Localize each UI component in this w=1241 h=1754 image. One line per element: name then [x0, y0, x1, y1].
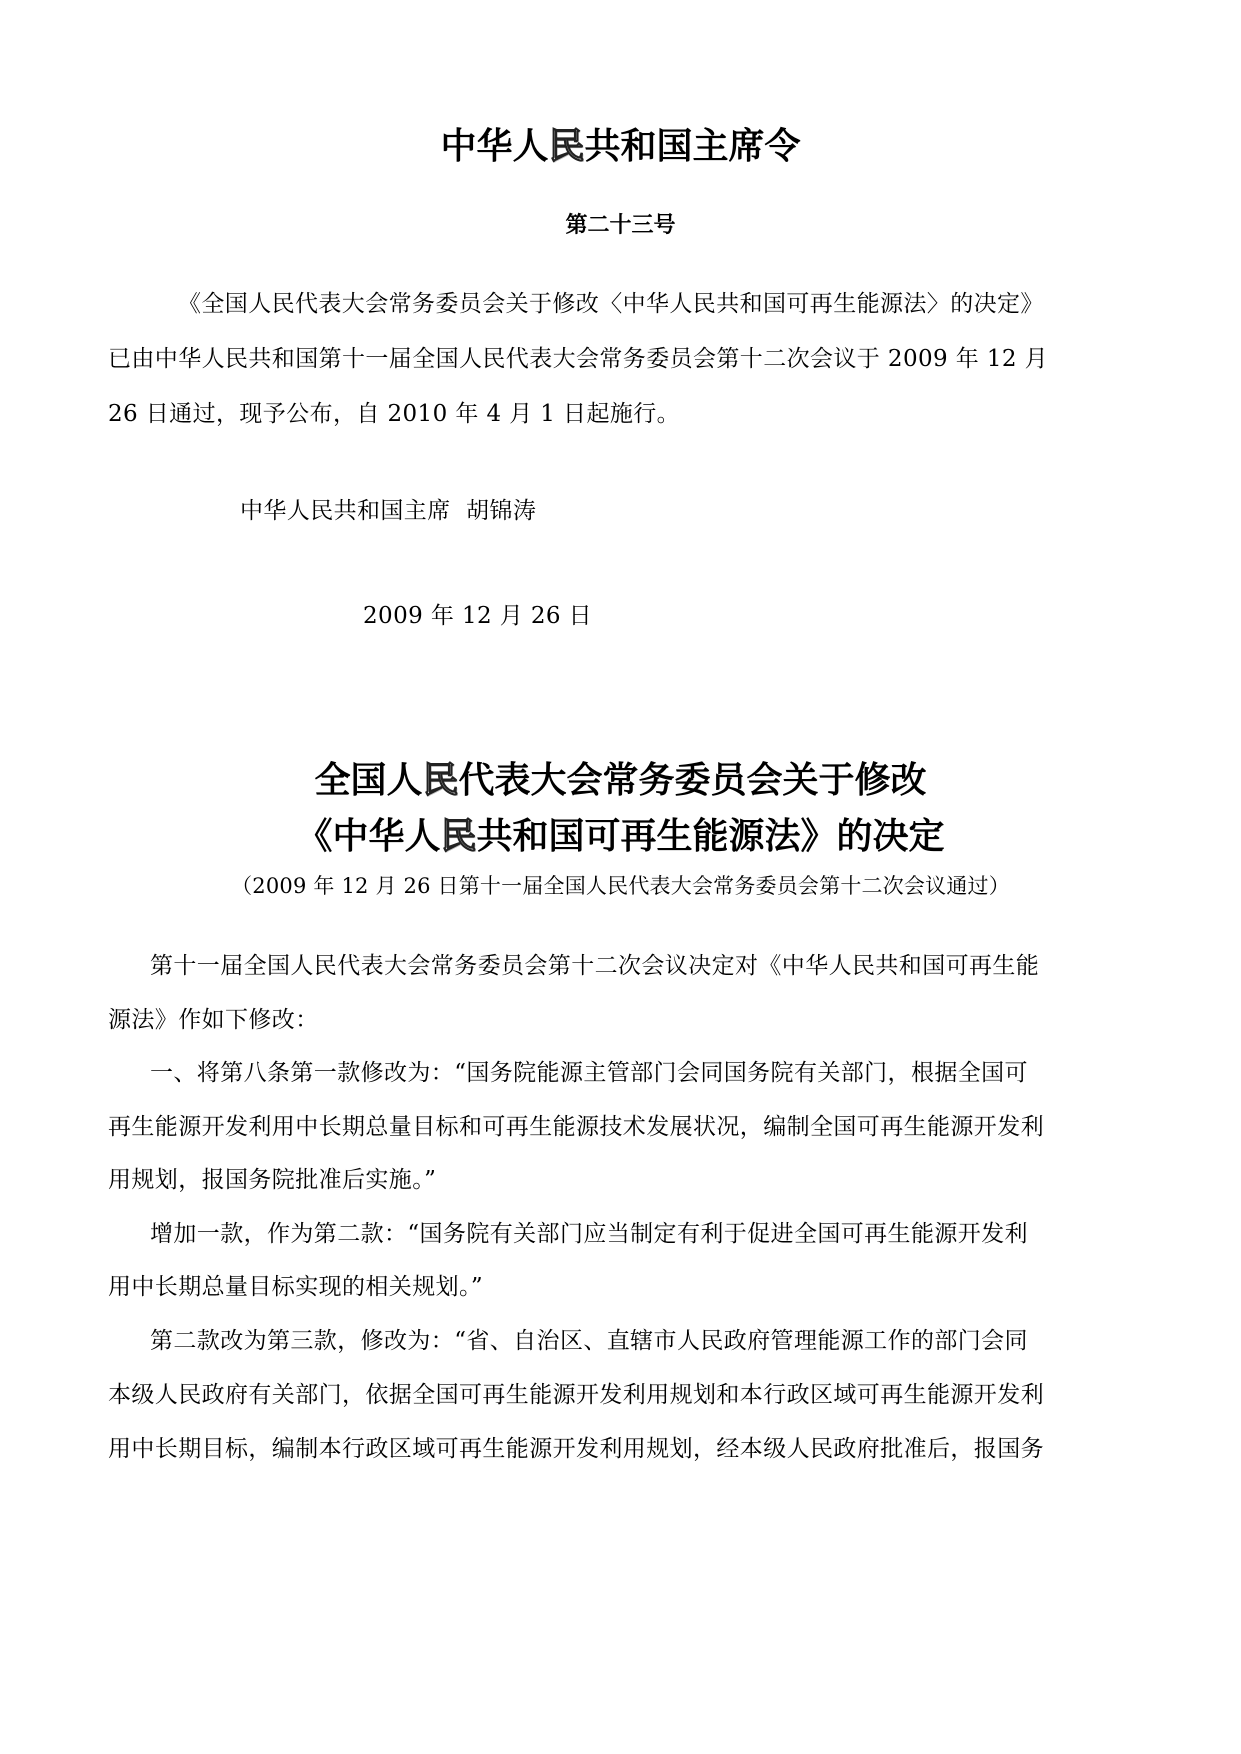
decision-line-1: 第十一届全国人民代表大会常务委员会第十二次会议决定对《中华人民共和国可再生能 — [150, 953, 1040, 979]
order-title-part-b: 共和国主席令 — [584, 125, 801, 167]
decision-line-3: 一、将第八条第一款修改为：“国务院能源主管部门会同国务院有关部门，根据全国可 — [150, 1060, 1028, 1086]
decision-line-2: 源法》作如下修改： — [108, 1007, 319, 1033]
decision-line-10: 用中长期目标，编制本行政区域可再生能源开发利用规划，经本级人民政府批准后，报国务 — [108, 1436, 1044, 1462]
order-title — [0, 118, 1241, 169]
order-title-part-a: 中华人 — [440, 125, 549, 167]
decision-title-line-1 — [0, 752, 1241, 803]
decision-title2-part-a: 《中华人 — [296, 815, 441, 857]
decision-line-5: 用规划，报国务院批准后实施。” — [108, 1167, 437, 1193]
decision-line-9: 本级人民政府有关部门，依据全国可再生能源开发利用规划和本行政区域可再生能源开发利 — [108, 1382, 1044, 1408]
order-title-highlight: 民 — [548, 125, 585, 167]
decision-subtitle: （2009 年 12 月 26 日第十一届全国人民代表大会常务委员会第十二次会议通过） — [231, 874, 1010, 898]
order-signature: 中华人民共和国主席 胡锦涛 — [240, 498, 537, 524]
decision-title1-part-b: 代表大会常务委员会关于修改 — [458, 759, 927, 801]
order-body-line-1: 《全国人民代表大会常务委员会关于修改〈中华人民共和国可再生能源法〉的决定》 — [178, 291, 1044, 317]
decision-title-line-2 — [0, 808, 1241, 859]
decision-line-8: 第二款改为第三款，修改为：“省、自治区、直辖市人民政府管理能源工作的部门会同 — [150, 1328, 1028, 1354]
order-number: 第二十三号 — [565, 212, 676, 238]
order-body-line-3: 26 日通过，现予公布，自 2010 年 4 月 1 日起施行。 — [108, 401, 681, 427]
decision-line-4: 再生能源开发利用中长期总量目标和可再生能源技术发展状况，编制全国可再生能源开发利 — [108, 1114, 1044, 1140]
decision-title1-part-a: 全国人 — [314, 759, 423, 801]
decision-title2-highlight: 民 — [440, 815, 477, 857]
order-date: 2009 年 12 月 26 日 — [363, 603, 593, 629]
decision-line-7: 用中长期总量目标实现的相关规划。” — [108, 1274, 484, 1300]
order-body-line-2: 已由中华人民共和国第十一届全国人民代表大会常务委员会第十二次会议于 2009 年 12 月 — [108, 346, 1049, 372]
decision-line-6: 增加一款，作为第二款：“国务院有关部门应当制定有利于促进全国可再生能源开发利 — [150, 1221, 1028, 1247]
decision-title1-highlight: 民 — [422, 759, 459, 801]
decision-title2-part-b: 共和国可再生能源法》的决定 — [476, 815, 945, 857]
